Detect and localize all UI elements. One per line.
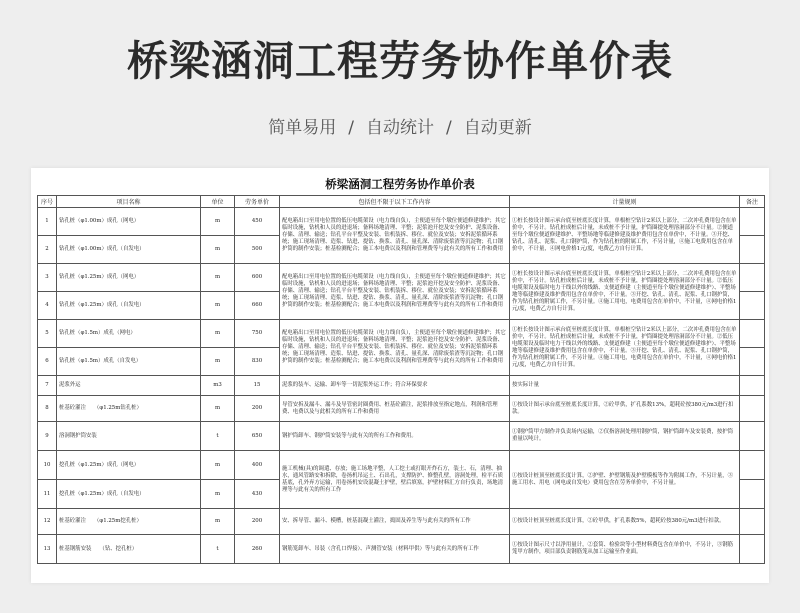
cell-unit: m xyxy=(201,348,235,376)
cell-content: 安、拆导管、漏斗、模槽，桩基混凝土灌注，捣固及养生等与此有关的所有工作 xyxy=(280,509,510,535)
cell-name: 桩基砼灌注 （φ1.25m挖孔桩） xyxy=(57,509,201,535)
col-header-name: 项目名称 xyxy=(57,196,201,208)
cell-unit: m xyxy=(201,236,235,264)
tag-auto-update: 自动更新 xyxy=(463,118,532,138)
cell-remark xyxy=(740,396,765,422)
col-header-price: 劳务单价 xyxy=(235,196,280,208)
cell-unit: m xyxy=(201,480,235,509)
cell-no: 1 xyxy=(38,208,57,236)
cell-price: 200 xyxy=(235,509,280,535)
cell-name: 钻孔桩（φ1.25m）成孔（网电） xyxy=(57,264,201,292)
cell-unit: m xyxy=(201,320,235,348)
cell-no: 11 xyxy=(38,480,57,509)
cell-name: 溶洞钢护筒安装 xyxy=(57,422,201,451)
col-header-remark: 备注 xyxy=(740,196,765,208)
cell-remark xyxy=(740,320,765,348)
cell-rule: ①按设计桩顶至桩底长度计算，②砼甲供，扩孔系数5%，超耗砼按380元/m3进行扣款。 xyxy=(510,509,740,535)
cell-name: 钻孔桩（φ1.00m）成孔（网电） xyxy=(57,208,201,236)
cell-price: 450 xyxy=(235,208,280,236)
cell-price: 660 xyxy=(235,292,280,320)
col-header-unit: 单位 xyxy=(201,196,235,208)
cell-unit: m3 xyxy=(201,376,235,396)
feature-tags xyxy=(0,113,800,138)
cell-price: 15 xyxy=(235,376,280,396)
cell-remark xyxy=(740,535,765,564)
cell-name: 钻孔桩（φ1.25m）成孔（自发电） xyxy=(57,292,201,320)
cell-content: 钢筋笼卸车、吊装（含孔口焊接）、声测管安装（材料甲供）等与此有关的所有工作 xyxy=(280,535,510,564)
sheet-title: 桥梁涵洞工程劳务协作单价表 xyxy=(325,177,475,191)
cell-remark xyxy=(740,422,765,451)
price-table xyxy=(37,195,765,564)
cell-remark xyxy=(740,264,765,292)
cell-rule: ①钢护筒甲方制作并负责场内运输，②仅指溶洞处理用钢护筒，钢护筒卸车及安装费，按护筒重量以吨计。 xyxy=(510,422,740,451)
table-row xyxy=(38,208,765,236)
cell-unit: m xyxy=(201,451,235,480)
cell-remark xyxy=(740,376,765,396)
col-header-rule: 计量规则 xyxy=(510,196,740,208)
cell-remark xyxy=(740,480,765,509)
cell-no: 2 xyxy=(38,236,57,264)
cell-remark xyxy=(740,236,765,264)
cell-remark xyxy=(740,348,765,376)
cell-rule: ①桩长按设计图示承台底至桩底长度计算，单根桩空钻计2米以上部分，二次冲孔费用包含在单价中，不另计。钻孔桩成桩后计量，未成桩不予计量，护筒圈提处理溶洞部分不计量。②便道至每个墩位便道修建维护、平整场地等临建修建及维护费用包含在单价中，不计量。③开挖、钻孔、清孔、泥浆、孔口钢护筒，作为钻孔桩的附属工作，不另计量，④施工电费用包含在单价中，不计量，④网电价格1元/度，电费乙方自行计算。 xyxy=(510,208,740,264)
cell-remark xyxy=(740,451,765,480)
cell-no: 12 xyxy=(38,509,57,535)
cell-price: 400 xyxy=(235,451,280,480)
col-header-no: 序号 xyxy=(38,196,57,208)
cell-price: 650 xyxy=(235,422,280,451)
table-row xyxy=(38,422,765,451)
cell-unit: m xyxy=(201,208,235,236)
cell-price: 200 xyxy=(235,396,280,422)
cell-no: 7 xyxy=(38,376,57,396)
table-row xyxy=(38,396,765,422)
cell-price: 260 xyxy=(235,535,280,564)
table-row xyxy=(38,376,765,396)
cell-price: 600 xyxy=(235,264,280,292)
cell-no: 10 xyxy=(38,451,57,480)
cell-unit: m xyxy=(201,396,235,422)
table-row xyxy=(38,535,765,564)
tag-easy: 简单易用 xyxy=(268,118,337,138)
cell-name: 钻孔桩（φ1.00m）成孔（自发电） xyxy=(57,236,201,264)
cell-no: 3 xyxy=(38,264,57,292)
cell-name: 钻孔桩（φ1.5m）成孔（自发电） xyxy=(57,348,201,376)
cell-no: 8 xyxy=(38,396,57,422)
cell-unit: t xyxy=(201,422,235,451)
cell-no: 13 xyxy=(38,535,57,564)
tag-auto-stats: 自动统计 xyxy=(366,118,434,138)
col-header-content: 包括但不限于以下工作内容 xyxy=(280,196,510,208)
cell-rule: ①桩长按设计图示承台底至桩底长度计算，单根桩空钻计2米以上部分，二次冲孔费用包含在单价中，不另计。钻孔桩成桩后计量，未成桩不予计量，护筒圈提处理溶洞部分不计量。②低压电缆架设及临时电力干线以外的线路、支便道修建（主便道至每个墩位便道修建维护）、平整场地等临建修建及维护费用包含在单价中，不计量。③开挖、钻孔、清孔、泥浆、孔口钢护筒，作为钻孔桩的附属工作，不另计量。④施工用电，电费用包含在单价中，不计量，④网电价格1元/度，电费乙方自行计算。 xyxy=(510,264,740,320)
cell-rule: ①按设计桩顶至桩底长度计算，②护壁、护壁钢筋及护壁模板等作为附属工作，不另计量，③施工用水、用电（网电或自发电）费用包含在劳务单价中，不另计量。 xyxy=(510,451,740,509)
cell-unit: m xyxy=(201,292,235,320)
cell-rule: ①按设计图示承台底至桩底长度计算，②砼甲供，扩孔系数13%，超耗砼按380元/m3进行扣款。 xyxy=(510,396,740,422)
cell-rule: 按实际计量 xyxy=(510,376,740,396)
cell-unit: m xyxy=(201,264,235,292)
table-header-row xyxy=(38,196,765,208)
cell-content: 钢护筒卸车、钢护筒安装等与此有关的所有工作和费用。 xyxy=(280,422,510,451)
cell-price: 500 xyxy=(235,236,280,264)
cell-rule: ①桩长按设计图示承台底至桩底长度计算，单根桩空钻计2米以上部分，二次冲孔费用包含在单价中，不另计。钻孔桩成桩后计量，未成桩不予计量，护筒圈提处理溶洞部分不计量。②低压电缆架设及临时电力干线以外的线路、支便道修建（主便道至每个墩位便道修建维护）、平整场地等临建修建及维护费用包含在单价中，不计量。③开挖、钻孔、清孔、泥浆、孔口钢护筒，作为钻孔桩的附属工作，不另计量。④施工用电，电费用包含在单价中，不计量，④网电价格1元/度，电费乙方自行计算。 xyxy=(510,320,740,376)
cell-name: 挖孔桩（φ1.25m）成孔（网电） xyxy=(57,451,201,480)
cell-name: 桩基钢筋安装 （钻、挖孔桩） xyxy=(57,535,201,564)
cell-content: 配电箱出口至用电位置的低压电缆架设（电力线自负），主便道至每个墩位便道修建维护；其它临时设施，钻机和人员的进退场；备料场地清理、平整；泥浆池开挖及安全防护、泥浆设备、存储、清理、输送；钻孔平台平整及安装、钻机装拆、移位、就位及安装；安拆泥浆循环系统；施工现场清理、造浆、钻进、提钻、换浆、清孔、量孔深、清除废浆渣等沉淀物；孔口钢护筒的制作安装；桩基检测配合；施工本电费以及利润和管理费等与此有关的所有工作和费用 xyxy=(280,264,510,320)
cell-remark xyxy=(740,292,765,320)
tag-separator: / xyxy=(348,118,354,138)
cell-no: 6 xyxy=(38,348,57,376)
cell-content: 导管安拆及漏斗、漏斗及导管密封圈费用、桩基砼灌注，泥浆排放至指定地点，利润和管理费、电费以及与此相关的所有工作和费用 xyxy=(280,396,510,422)
cell-unit: t xyxy=(201,535,235,564)
cell-no: 5 xyxy=(38,320,57,348)
cell-no: 9 xyxy=(38,422,57,451)
banner-header xyxy=(0,0,800,163)
cell-rule: ①按设计图示尺寸以净用量计，②套筒、检验块等小型材料费包含在单价中，不另计，③钢筋笼甲方制作，项目部负责钢筋笼从加工运输至作业面。 xyxy=(510,535,740,564)
cell-content: 泥浆的装车、运输、卸车等一切泥浆外运工作；符合环保要求 xyxy=(280,376,510,396)
table-row xyxy=(38,451,765,480)
tag-separator: / xyxy=(446,118,452,138)
cell-remark xyxy=(740,509,765,535)
table-row xyxy=(38,320,765,348)
table-row xyxy=(38,509,765,535)
table-row xyxy=(38,264,765,292)
cell-name: 挖孔桩（φ1.25m）成孔（自发电） xyxy=(57,480,201,509)
cell-remark xyxy=(740,208,765,236)
cell-name: 桩基砼灌注 （φ1.25m钻孔桩） xyxy=(57,396,201,422)
spreadsheet-preview xyxy=(31,168,769,583)
cell-no: 4 xyxy=(38,292,57,320)
cell-name: 钻孔桩（φ1.5m）成孔（网电） xyxy=(57,320,201,348)
cell-price: 750 xyxy=(235,320,280,348)
cell-name: 泥浆外运 xyxy=(57,376,201,396)
cell-content: 施工机械(具)的调遣、存放；施工场地平整，人工挖土或打眼开炸石方，装土、石，清理、抽水，通风管路安和拆除，卷扬机吊运土、石出孔，支撑防护、修整孔壁，溶洞处理，检平石质基底，孔外弃方运输，用卷扬机安设混凝土护壁，壁后填塞，护壁材料汇方自行负责，场地清理等与此有关的所有工作 xyxy=(280,451,510,509)
cell-price: 830 xyxy=(235,348,280,376)
page-title: 桥梁涵洞工程劳务协作单价表 xyxy=(127,37,673,85)
cell-content: 配电箱出口至用电位置的低压电缆架设（电力线自负），主便道至每个墩位便道修建维护；其它临时设施，钻机和人员的进退场；备料场地清理、平整；泥浆池开挖及安全防护、泥浆设备、存储、清理、输送；钻孔平台平整及安装、钻机装拆、移位、就位及安装；安拆泥浆循环系统；施工现场清理、造浆、钻进、提钻、换浆、清孔、量孔深、清除废浆渣等沉淀物；孔口钢护筒的制作安装；桩基检测配合；施工本电费以及利润和管理费等与此有关的所有工作和费用 xyxy=(280,208,510,264)
cell-unit: m xyxy=(201,509,235,535)
cell-content: 配电箱出口至用电位置的低压电缆架设（电力线自负），主便道至每个墩位便道修建维护；其它临时设施，钻机和人员的进退场；备料场地清理、平整；泥浆池开挖及安全防护、泥浆设备、存储、清理、输送；钻孔平台平整及安装、钻机装拆、移位、就位及安装；安拆泥浆循环系统；施工现场清理、造浆、钻进、提钻、换浆、清孔、量孔深、清除废浆渣等沉淀物；孔口钢护筒的制作安装；桩基检测配合；施工本电费以及利润和管理费等与此有关的所有工作和费用 xyxy=(280,320,510,376)
cell-price: 430 xyxy=(235,480,280,509)
